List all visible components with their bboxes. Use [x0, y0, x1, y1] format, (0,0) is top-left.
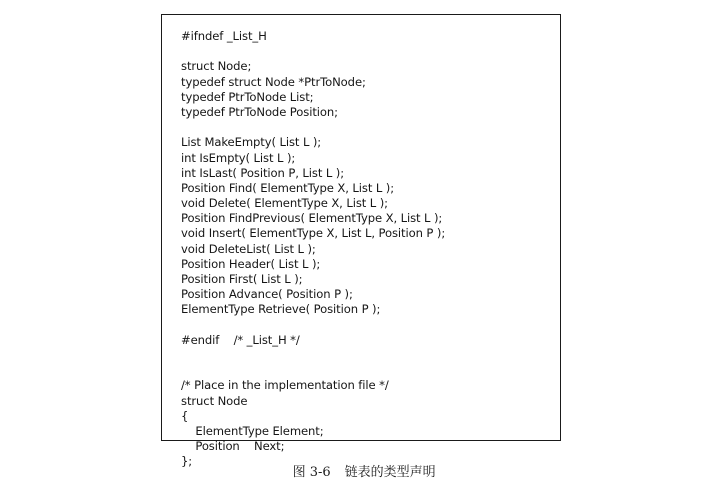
code-listing-box: [161, 14, 561, 469]
code-line: struct Node;: [181, 59, 252, 74]
code-line: int IsEmpty( List L );: [181, 150, 296, 165]
code-line: [181, 44, 445, 59]
code-line: #ifndef _List_H: [181, 29, 267, 43]
code-line: {: [181, 408, 189, 423]
code-line: };: [181, 454, 193, 469]
figure-caption: [0, 446, 720, 480]
figure-label: 图 3-6: [292, 465, 331, 480]
code-line: /* Place in the implementation file */: [181, 378, 389, 393]
code-line: Position Header( List L );: [181, 256, 321, 271]
code-line: void Insert( ElementType X, List L, Position P );: [181, 226, 446, 241]
code-line: typedef struct Node *PtrToNode;: [181, 74, 366, 89]
code-line: Position Advance( Position P );: [181, 287, 353, 302]
code-listing: [181, 29, 445, 469]
code-line: [181, 363, 445, 378]
code-line: ElementType Retrieve( Position P );: [181, 302, 381, 317]
code-line: typedef PtrToNode Position;: [181, 104, 338, 119]
code-line: [181, 348, 445, 363]
code-line: [181, 120, 445, 135]
code-line: void Delete( ElementType X, List L );: [181, 196, 388, 211]
code-line: Position Find( ElementType X, List L );: [181, 180, 395, 195]
code-line: List MakeEmpty( List L );: [181, 135, 322, 150]
code-line: struct Node: [181, 393, 248, 408]
code-line: ElementType Element;: [181, 423, 324, 438]
code-line: Position First( List L );: [181, 272, 303, 286]
code-line: Position FindPrevious( ElementType X, List L );: [181, 211, 443, 226]
code-line: Position Next;: [181, 439, 285, 454]
code-line: int IsLast( Position P, List L );: [181, 165, 345, 180]
figure-title: 链表的类型声明: [344, 465, 436, 480]
code-line: typedef PtrToNode List;: [181, 89, 314, 104]
code-line: void DeleteList( List L );: [181, 241, 316, 256]
code-line: #endif /* _List_H */: [181, 332, 300, 347]
code-line: [181, 318, 445, 333]
